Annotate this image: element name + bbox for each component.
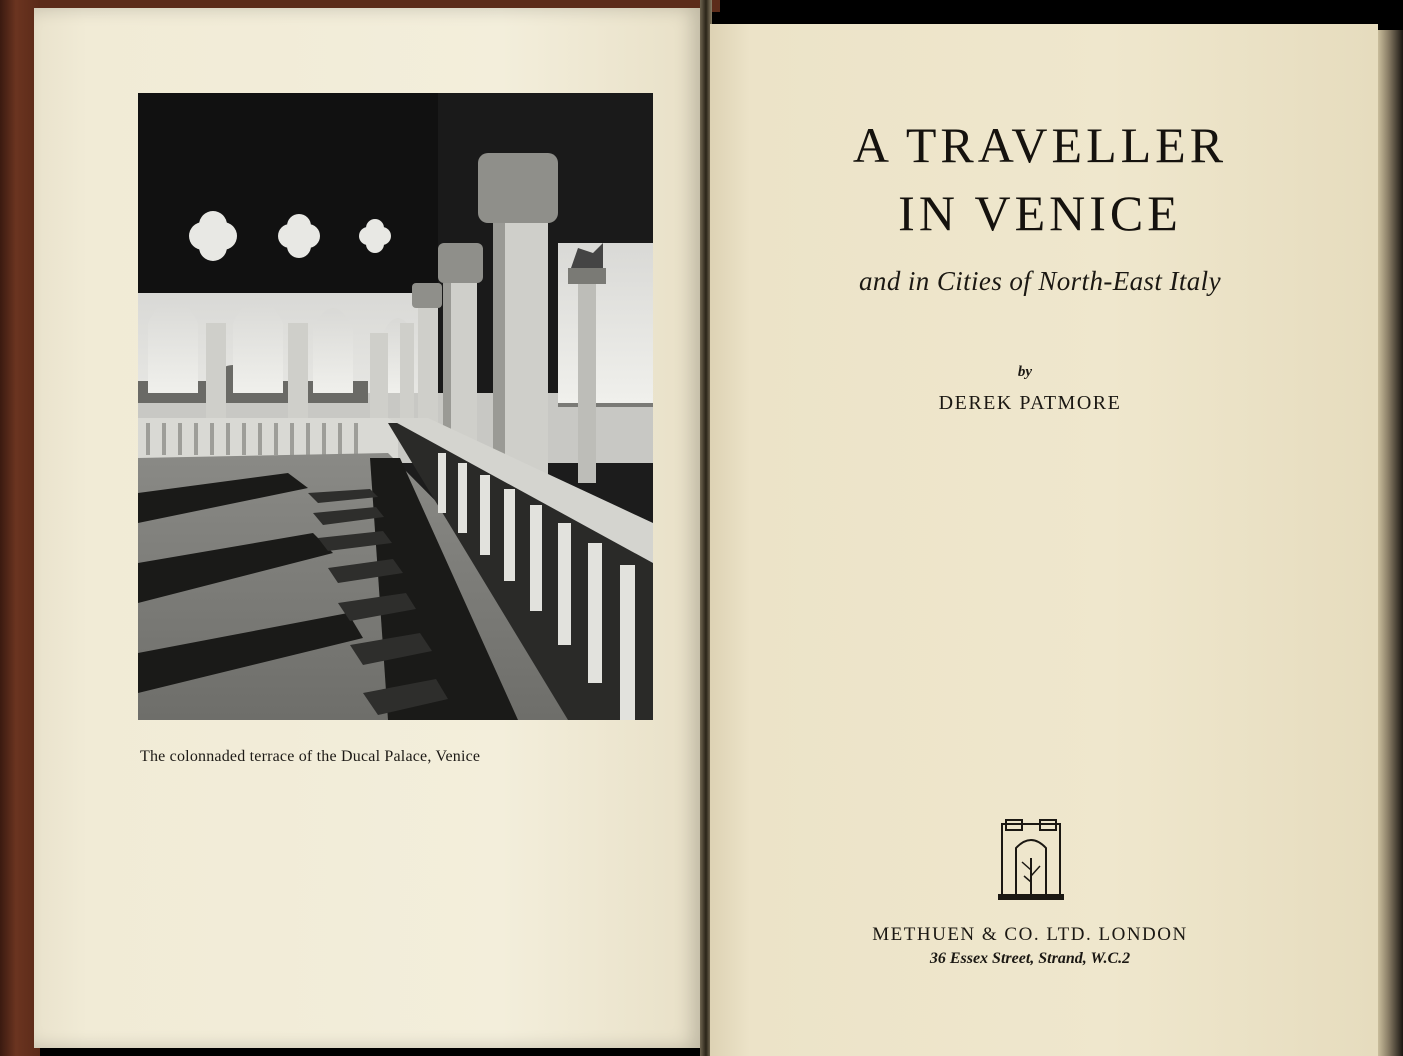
- book-title-line-2: IN VENICE: [898, 185, 1182, 241]
- page-edges: [1378, 30, 1403, 1056]
- author-name: DEREK PATMORE: [938, 392, 1122, 414]
- by-line: by: [1017, 364, 1033, 380]
- publisher-address: 36 Essex Street, Strand, W.C.2: [929, 950, 1131, 967]
- photo-caption: The colonnaded terrace of the Ducal Palace, Venice: [140, 748, 481, 765]
- publisher-logo-icon: [998, 818, 1064, 902]
- ducal-palace-terrace-image: [138, 93, 653, 720]
- book-subtitle: and in Cities of North-East Italy: [859, 266, 1221, 296]
- publisher-name: METHUEN & CO. LTD. LONDON: [872, 924, 1188, 945]
- book-title-line-1: A TRAVELLER: [852, 117, 1228, 173]
- frontispiece-photo: [138, 93, 653, 720]
